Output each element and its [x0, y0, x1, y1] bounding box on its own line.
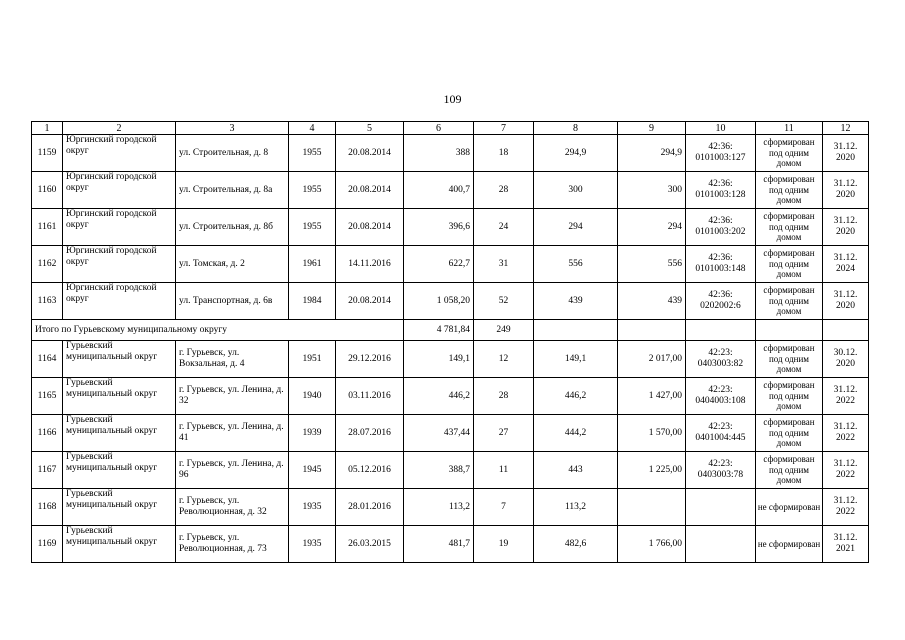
date-cell: 20.08.2014	[336, 135, 404, 172]
column-header-11: 11	[756, 122, 823, 135]
row-number-cell: 1161	[32, 209, 63, 246]
col8-cell: 482,6	[534, 526, 618, 563]
deadline-cell: 31.12. 2024	[823, 246, 869, 283]
people-cell: 28	[474, 378, 534, 415]
people-cell: 28	[474, 172, 534, 209]
col9-cell: 2 017,00	[618, 341, 686, 378]
municipality-cell: Юргинский городской округ	[63, 246, 176, 283]
date-cell: 20.08.2014	[336, 209, 404, 246]
col8-cell: 444,2	[534, 415, 618, 452]
deadline-cell: 31.12. 2020	[823, 209, 869, 246]
deadline-cell: 31.12. 2022	[823, 378, 869, 415]
area-cell: 622,7	[404, 246, 474, 283]
table-row	[32, 135, 869, 172]
table-body	[32, 122, 869, 563]
col9-cell: 1 570,00	[618, 415, 686, 452]
municipality-cell: Гурьевский муниципальный округ	[63, 526, 176, 563]
status-cell: не сформирован	[756, 489, 823, 526]
date-cell: 20.08.2014	[336, 283, 404, 320]
status-cell: сформирован под одним домом	[756, 341, 823, 378]
row-number-cell: 1166	[32, 415, 63, 452]
people-cell: 31	[474, 246, 534, 283]
table-row	[32, 378, 869, 415]
status-cell: сформирован под одним домом	[756, 172, 823, 209]
table-row	[32, 526, 869, 563]
people-cell: 27	[474, 415, 534, 452]
col9-cell: 556	[618, 246, 686, 283]
address-cell: ул. Строительная, д. 8	[176, 135, 289, 172]
year-cell: 1961	[289, 246, 336, 283]
area-cell: 388	[404, 135, 474, 172]
date-cell: 14.11.2016	[336, 246, 404, 283]
column-header-9: 9	[618, 122, 686, 135]
col8-cell: 446,2	[534, 378, 618, 415]
column-header-12: 12	[823, 122, 869, 135]
col8-cell: 300	[534, 172, 618, 209]
cadastral-cell: 42:36: 0101003:127	[686, 135, 756, 172]
status-cell: сформирован под одним домом	[756, 246, 823, 283]
col8-cell: 443	[534, 452, 618, 489]
year-cell: 1935	[289, 526, 336, 563]
address-cell: ул. Транспортная, д. 6в	[176, 283, 289, 320]
municipality-cell: Гурьевский муниципальный округ	[63, 489, 176, 526]
col8-cell: 149,1	[534, 341, 618, 378]
row-number-cell: 1159	[32, 135, 63, 172]
year-cell: 1940	[289, 378, 336, 415]
housing-table	[31, 121, 869, 563]
column-header-row	[32, 122, 869, 135]
date-cell: 20.08.2014	[336, 172, 404, 209]
status-cell: сформирован под одним домом	[756, 135, 823, 172]
area-cell: 400,7	[404, 172, 474, 209]
year-cell: 1951	[289, 341, 336, 378]
column-header-7: 7	[474, 122, 534, 135]
col8-cell: 439	[534, 283, 618, 320]
year-cell: 1955	[289, 209, 336, 246]
status-cell: сформирован под одним домом	[756, 415, 823, 452]
deadline-cell: 31.12. 2022	[823, 415, 869, 452]
row-number-cell: 1167	[32, 452, 63, 489]
deadline-cell: 31.12. 2020	[823, 172, 869, 209]
col9-cell: 1 766,00	[618, 526, 686, 563]
status-cell: не сформирован	[756, 526, 823, 563]
column-header-4: 4	[289, 122, 336, 135]
row-number-cell: 1165	[32, 378, 63, 415]
col8-cell: 556	[534, 246, 618, 283]
date-cell: 28.01.2016	[336, 489, 404, 526]
area-cell: 396,6	[404, 209, 474, 246]
column-header-10: 10	[686, 122, 756, 135]
people-cell: 52	[474, 283, 534, 320]
address-cell: г. Гурьевск, ул. Вокзальная, д. 4	[176, 341, 289, 378]
column-header-2: 2	[63, 122, 176, 135]
cadastral-cell: 42:36: 0202002:6	[686, 283, 756, 320]
col9-cell: 1 225,00	[618, 452, 686, 489]
cadastral-cell: 42:23: 0403003:78	[686, 452, 756, 489]
people-cell: 11	[474, 452, 534, 489]
col9-cell	[618, 489, 686, 526]
col8-cell: 113,2	[534, 489, 618, 526]
address-cell: ул. Томская, д. 2	[176, 246, 289, 283]
column-header-5: 5	[336, 122, 404, 135]
row-number-cell: 1160	[32, 172, 63, 209]
status-cell: сформирован под одним домом	[756, 378, 823, 415]
address-cell: г. Гурьевск, ул. Революционная, д. 73	[176, 526, 289, 563]
column-header-6: 6	[404, 122, 474, 135]
date-cell: 28.07.2016	[336, 415, 404, 452]
cadastral-cell: 42:36: 0101003:128	[686, 172, 756, 209]
cadastral-cell: 42:23: 0403003:82	[686, 341, 756, 378]
address-cell: г. Гурьевск, ул. Ленина, д. 32	[176, 378, 289, 415]
empty-cell	[756, 320, 823, 341]
col9-cell: 439	[618, 283, 686, 320]
municipality-cell: Юргинский городской округ	[63, 135, 176, 172]
municipality-cell: Юргинский городской округ	[63, 209, 176, 246]
year-cell: 1955	[289, 135, 336, 172]
cadastral-cell	[686, 526, 756, 563]
year-cell: 1984	[289, 283, 336, 320]
status-cell: сформирован под одним домом	[756, 452, 823, 489]
year-cell: 1935	[289, 489, 336, 526]
status-cell: сформирован под одним домом	[756, 283, 823, 320]
total-row	[32, 320, 869, 341]
cadastral-cell: 42:36: 0101003:202	[686, 209, 756, 246]
table-row	[32, 415, 869, 452]
empty-cell	[686, 320, 756, 341]
table-row	[32, 341, 869, 378]
total-area: 4 781,84	[404, 320, 474, 341]
deadline-cell: 31.12. 2021	[823, 526, 869, 563]
column-header-8: 8	[534, 122, 618, 135]
col9-cell: 1 427,00	[618, 378, 686, 415]
table-row	[32, 489, 869, 526]
municipality-cell: Гурьевский муниципальный округ	[63, 415, 176, 452]
area-cell: 437,44	[404, 415, 474, 452]
cadastral-cell: 42:23: 0404003:108	[686, 378, 756, 415]
year-cell: 1955	[289, 172, 336, 209]
people-cell: 12	[474, 341, 534, 378]
people-cell: 24	[474, 209, 534, 246]
empty-cell	[618, 320, 686, 341]
cadastral-cell: 42:36: 0101003:148	[686, 246, 756, 283]
area-cell: 481,7	[404, 526, 474, 563]
address-cell: г. Гурьевск, ул. Ленина, д. 41	[176, 415, 289, 452]
deadline-cell: 31.12. 2022	[823, 452, 869, 489]
area-cell: 149,1	[404, 341, 474, 378]
people-cell: 7	[474, 489, 534, 526]
cadastral-cell: 42:23: 0401004:445	[686, 415, 756, 452]
year-cell: 1939	[289, 415, 336, 452]
deadline-cell: 31.12. 2022	[823, 489, 869, 526]
area-cell: 388,7	[404, 452, 474, 489]
table-row	[32, 283, 869, 320]
date-cell: 26.03.2015	[336, 526, 404, 563]
row-number-cell: 1169	[32, 526, 63, 563]
year-cell: 1945	[289, 452, 336, 489]
table-row	[32, 452, 869, 489]
address-cell: г. Гурьевск, ул. Революционная, д. 32	[176, 489, 289, 526]
people-cell: 19	[474, 526, 534, 563]
col8-cell: 294,9	[534, 135, 618, 172]
deadline-cell: 31.12. 2020	[823, 135, 869, 172]
address-cell: ул. Строительная, д. 8б	[176, 209, 289, 246]
col9-cell: 294,9	[618, 135, 686, 172]
area-cell: 113,2	[404, 489, 474, 526]
people-cell: 18	[474, 135, 534, 172]
municipality-cell: Гурьевский муниципальный округ	[63, 378, 176, 415]
table-row	[32, 172, 869, 209]
row-number-cell: 1163	[32, 283, 63, 320]
area-cell: 446,2	[404, 378, 474, 415]
empty-cell	[534, 320, 618, 341]
area-cell: 1 058,20	[404, 283, 474, 320]
total-label: Итого по Гурьевскому муниципальному округу	[32, 320, 404, 341]
municipality-cell: Гурьевский муниципальный округ	[63, 341, 176, 378]
row-number-cell: 1168	[32, 489, 63, 526]
address-cell: ул. Строительная, д. 8а	[176, 172, 289, 209]
table-row	[32, 246, 869, 283]
status-cell: сформирован под одним домом	[756, 209, 823, 246]
date-cell: 03.11.2016	[336, 378, 404, 415]
date-cell: 29.12.2016	[336, 341, 404, 378]
deadline-cell: 30.12. 2020	[823, 341, 869, 378]
municipality-cell: Юргинский городской округ	[63, 283, 176, 320]
address-cell: г. Гурьевск, ул. Ленина, д. 96	[176, 452, 289, 489]
page-number: 109	[443, 92, 462, 106]
municipality-cell: Гурьевский муниципальный округ	[63, 452, 176, 489]
deadline-cell: 31.12. 2020	[823, 283, 869, 320]
col9-cell: 300	[618, 172, 686, 209]
table-row	[32, 209, 869, 246]
row-number-cell: 1164	[32, 341, 63, 378]
cadastral-cell	[686, 489, 756, 526]
column-header-3: 3	[176, 122, 289, 135]
empty-cell	[823, 320, 869, 341]
total-people: 249	[474, 320, 534, 341]
municipality-cell: Юргинский городской округ	[63, 172, 176, 209]
row-number-cell: 1162	[32, 246, 63, 283]
column-header-1: 1	[32, 122, 63, 135]
col9-cell: 294	[618, 209, 686, 246]
date-cell: 05.12.2016	[336, 452, 404, 489]
col8-cell: 294	[534, 209, 618, 246]
